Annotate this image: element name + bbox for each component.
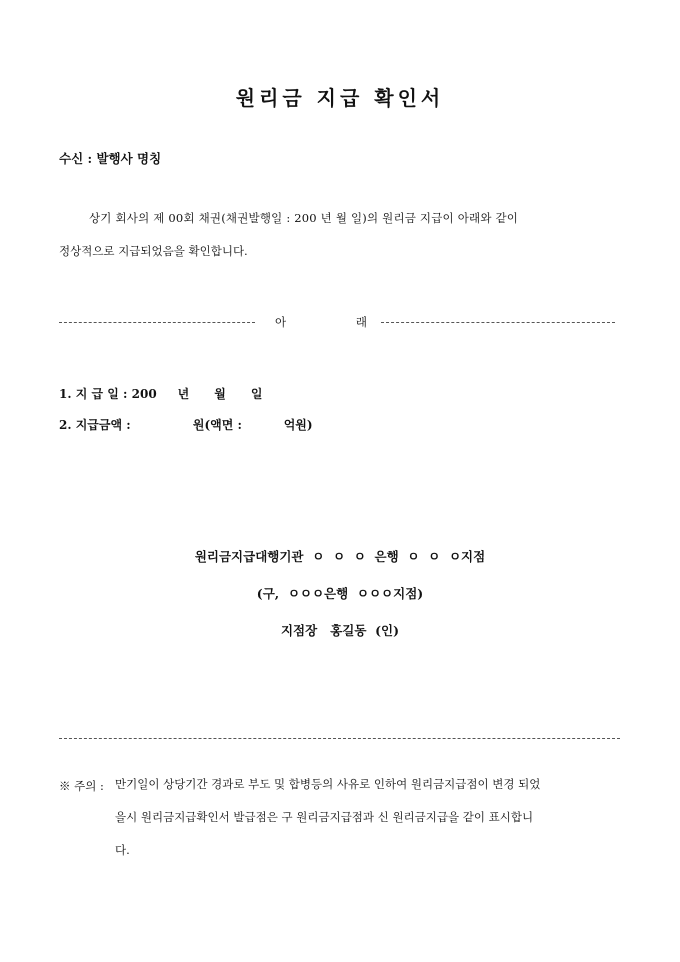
payment-date-value: 200 년 월 일: [131, 387, 263, 401]
separator-char-left: 아: [275, 315, 287, 329]
note-line3: 다.: [115, 843, 130, 857]
former-bank-line: (구, ㅇㅇㅇ은행 ㅇㅇㅇ지점): [256, 586, 424, 601]
payment-amount-label: 2. 지급금액 :: [59, 418, 131, 432]
paying-agent-line: 원리금지급대행기관 ㅇ ㅇ ㅇ 은행 ㅇ ㅇ ㅇ지점: [194, 549, 486, 564]
separator-dash-right: [381, 322, 615, 323]
separator-char-right: 래: [355, 315, 367, 329]
note-block: [59, 778, 629, 867]
payment-amount-item: [59, 416, 313, 433]
branch-manager-line: 지점장 홍길동 (인): [280, 623, 400, 638]
note-line2: 을시 원리금지급확인서 발급점은 구 원리금지급점과 신 원리금지급을 같이 표시합니: [115, 810, 534, 824]
below-separator: [59, 314, 615, 330]
body-paragraph-line2: 정상적으로 지급되었음을 확인합니다.: [59, 244, 248, 258]
body-paragraph-line1: 상기 회사의 제 00회 채권(채권발행일 : 200 년 월 일)의 원리금 지급이 아래와 같이: [89, 211, 519, 225]
note-mark: ※ 주의 :: [59, 779, 108, 793]
note-line1: 만기일이 상당기간 경과로 부도 및 합병등의 사유로 인하여 원리금지급점이 변경 되었: [115, 777, 541, 791]
payment-amount-value: 원(액면 : 억원): [192, 418, 313, 432]
document-title: 원리금 지급 확인서: [235, 86, 445, 110]
separator-dash-left: [59, 322, 255, 323]
payment-date-label: 1. 지 급 일 :: [59, 387, 128, 401]
note-separator: [59, 738, 620, 739]
payment-date-item: [59, 385, 263, 402]
recipient-line: 수신 : 발행사 명칭: [59, 151, 162, 166]
